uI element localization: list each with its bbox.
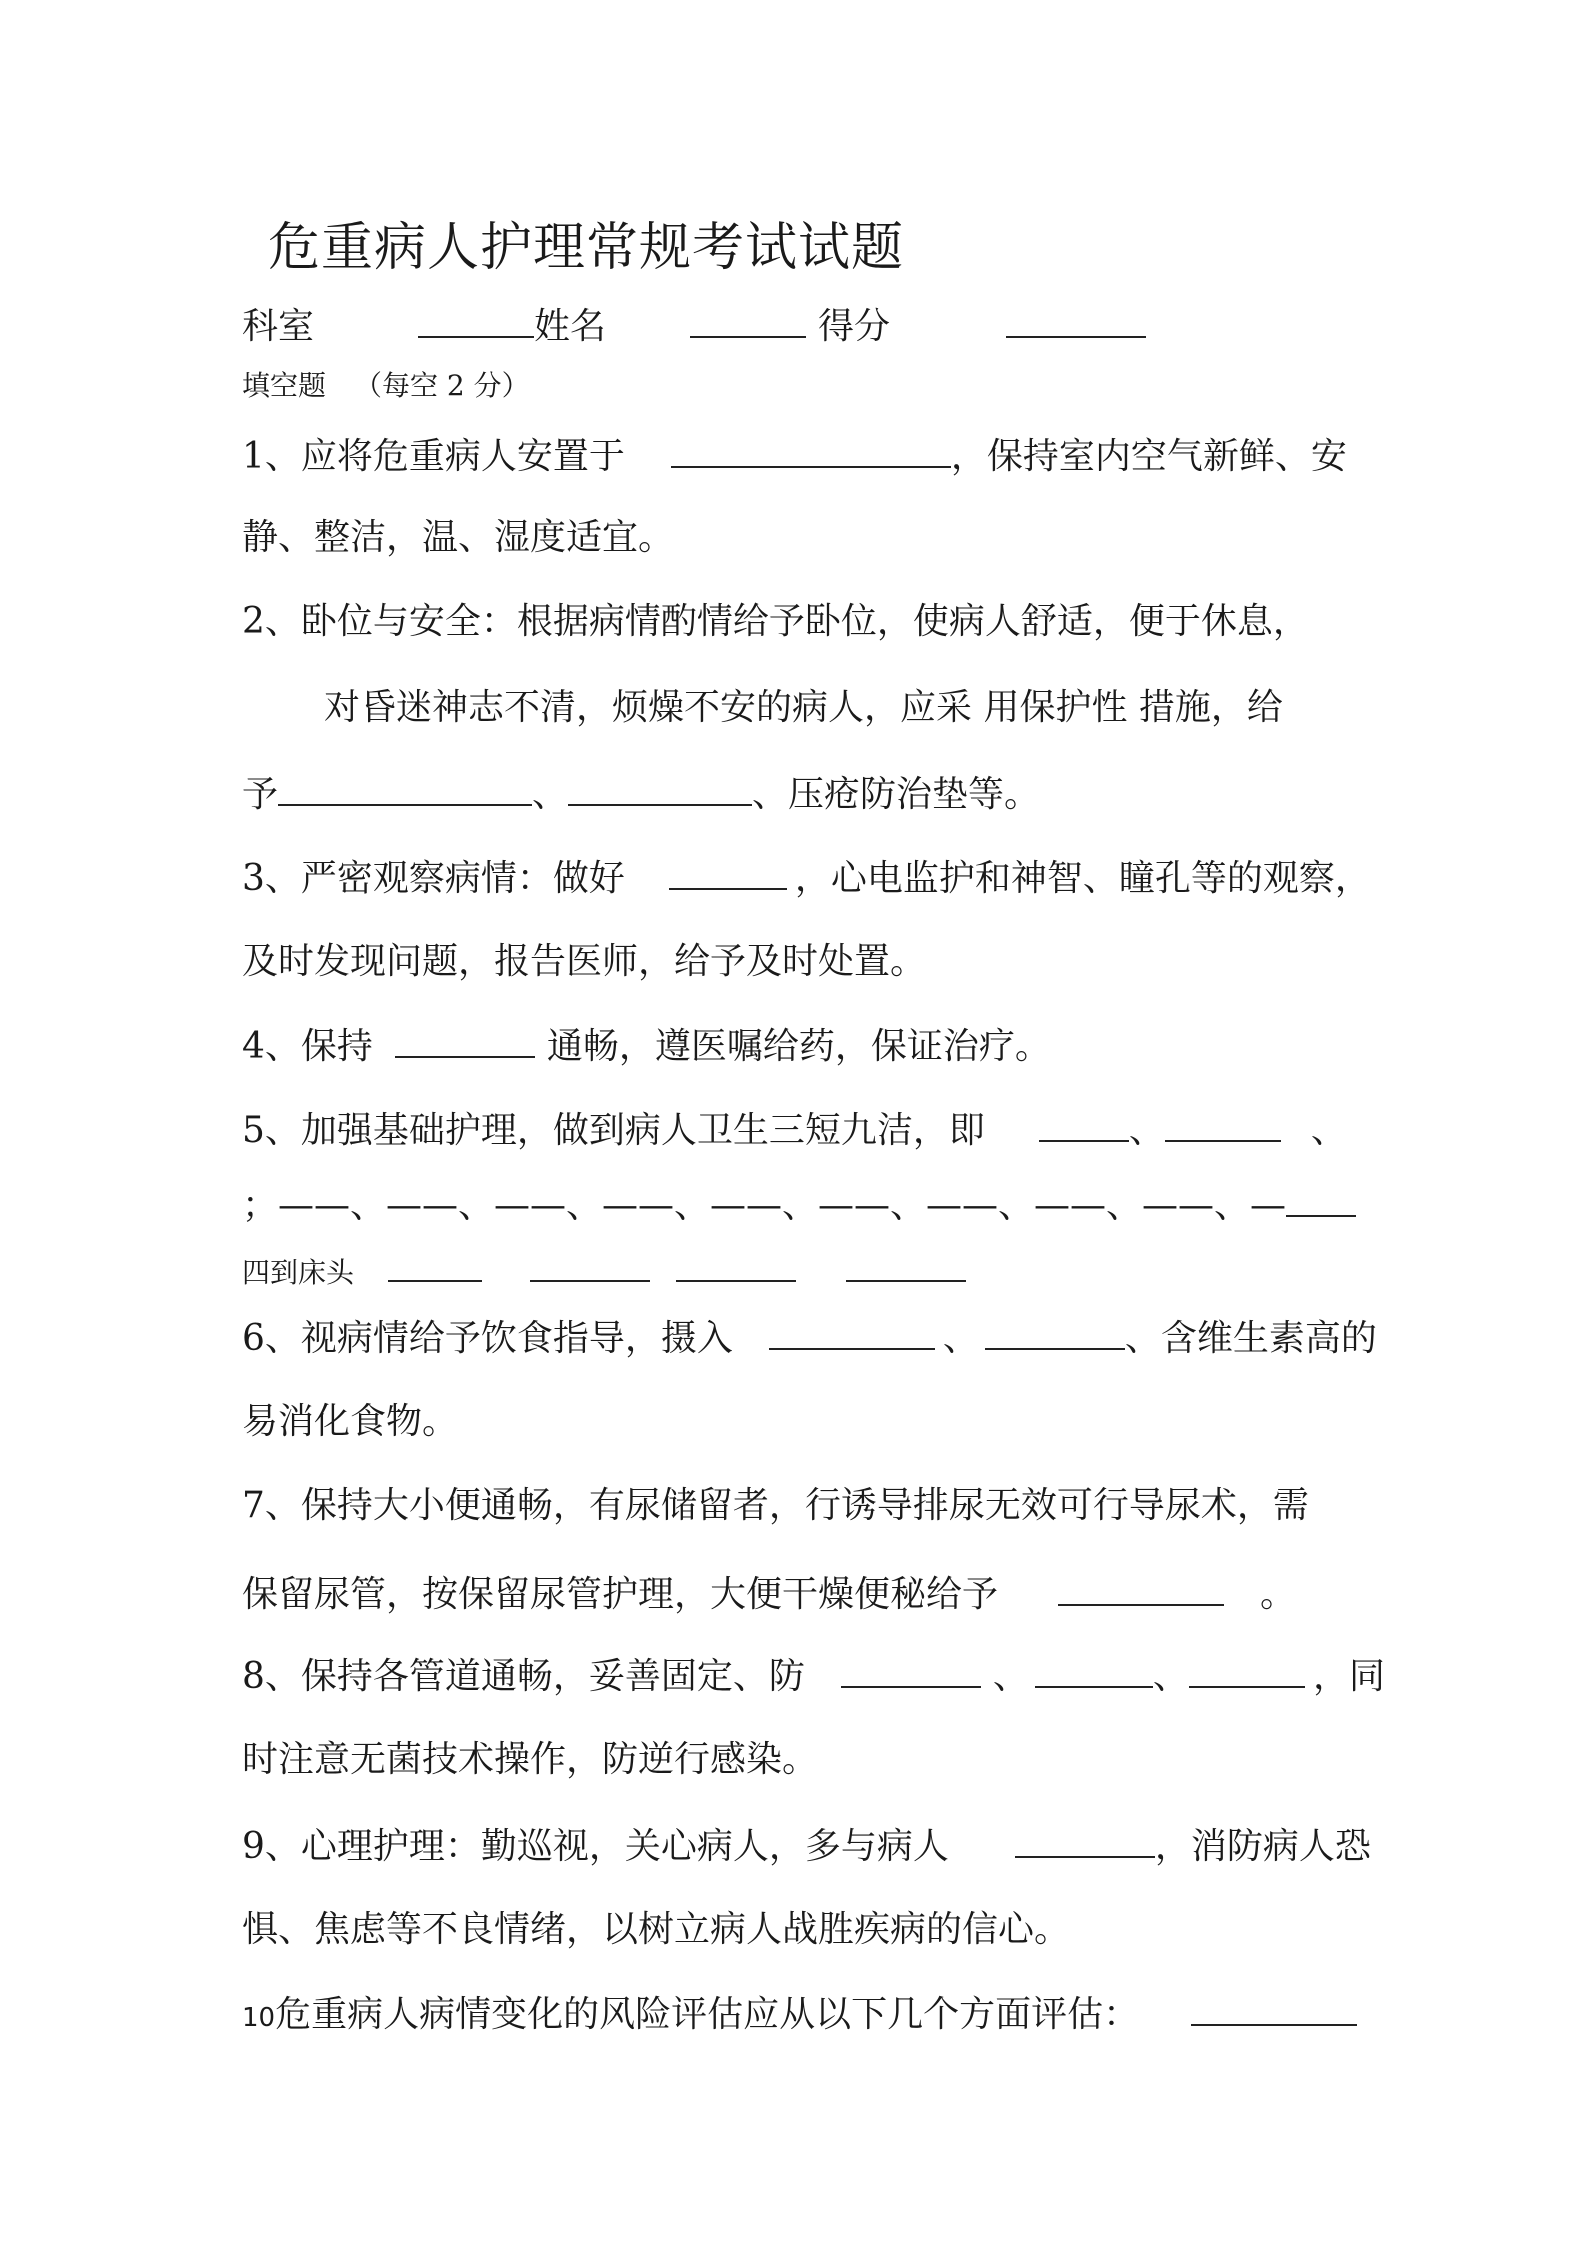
question-10 — [242, 1994, 1357, 2033]
question-7-line-1: 7、保持大小便通畅，有尿储留者，行诱导排尿无效可行导尿术，需 — [242, 1485, 1309, 1526]
question-6-line-2: 易消化食物。 — [242, 1401, 459, 1442]
question-6-line-1 — [242, 1318, 1377, 1357]
q2-blank-1[interactable] — [278, 774, 532, 806]
question-9-line-2: 惧、焦虑等不良情绪，以树立病人战胜疾病的信心。 — [242, 1909, 1071, 1950]
q3-blank[interactable] — [669, 858, 787, 890]
question-text: ，保持室内空气新鲜、安 — [950, 436, 1347, 477]
question-2-line-1: 2、卧位与安全：根据病情酌情给予卧位，使病人舒适，便于休息， — [242, 601, 1309, 642]
question-text: 通畅，遵医嘱给药，保证治疗。 — [546, 1026, 1051, 1067]
q5-bed-blank-2[interactable] — [530, 1256, 650, 1282]
dept-blank[interactable] — [418, 306, 534, 338]
question-number: 10 — [242, 2003, 276, 2033]
separator: 、 — [1152, 1656, 1189, 1697]
question-2-line-3 — [242, 774, 1040, 813]
q2-blank-2[interactable] — [568, 774, 752, 806]
question-text: 5、加强基础护理，做到病人卫生三短九洁，即 — [242, 1110, 985, 1151]
score-label: 得分 — [818, 306, 891, 347]
q6-blank-2[interactable] — [985, 1318, 1125, 1350]
question-text: 1、应将危重病人安置于 — [242, 436, 625, 477]
separator: 、 — [1310, 1110, 1347, 1151]
separator: 、 — [1128, 1110, 1165, 1151]
question-text: 。 — [1260, 1574, 1297, 1615]
question-text: 、含维生素高的 — [1124, 1318, 1377, 1359]
section-header — [242, 369, 530, 402]
question-3-line-2: 及时发现问题，报告医师，给予及时处置。 — [242, 941, 927, 982]
q5-blank-2[interactable] — [1165, 1110, 1281, 1142]
dept-label: 科室 — [242, 306, 315, 347]
question-4 — [242, 1026, 1051, 1065]
question-3-line-1 — [242, 858, 1371, 897]
q5-bed-blank-4[interactable] — [846, 1256, 966, 1282]
question-text: ，同 — [1312, 1656, 1385, 1697]
q8-blank-3[interactable] — [1189, 1656, 1305, 1688]
q7-blank[interactable] — [1058, 1574, 1224, 1606]
name-blank[interactable] — [690, 306, 806, 338]
q1-blank[interactable] — [671, 436, 951, 468]
header-row — [242, 306, 1146, 345]
question-text: 8、保持各管道通畅，妥善固定、防 — [242, 1656, 805, 1697]
question-1-line-1 — [242, 436, 1347, 475]
separator: 、 — [532, 774, 569, 815]
separator: 、 — [942, 1318, 979, 1359]
q5-blank-1[interactable] — [1039, 1110, 1129, 1142]
question-2-line-2: 对昏迷神志不清，烦燥不安的病人，应采 用保护性 措施，给 — [324, 687, 1283, 728]
section-note: （每空 2 分） — [354, 369, 530, 402]
q5-blank-tail[interactable] — [1286, 1193, 1356, 1217]
separator: 、 — [992, 1656, 1029, 1697]
question-text: 3、严密观察病情：做好 — [242, 858, 625, 899]
question-5-line-3 — [242, 1256, 966, 1287]
question-text: ，消防病人恐 — [1154, 1826, 1371, 1867]
question-text: 予 — [242, 774, 279, 815]
question-7-line-2 — [242, 1574, 1296, 1613]
question-text: 四到床头 — [242, 1256, 355, 1289]
score-blank[interactable] — [1006, 306, 1146, 338]
q8-blank-1[interactable] — [841, 1656, 981, 1688]
section-label: 填空题 — [242, 369, 327, 402]
q5-bed-blank-1[interactable] — [388, 1256, 482, 1282]
q5-bed-blank-3[interactable] — [676, 1256, 796, 1282]
page-title: 危重病人护理常规考试试题 — [268, 218, 905, 278]
question-1-line-2: 静、整洁，温、湿度适宜。 — [242, 517, 675, 558]
question-9-line-1 — [242, 1826, 1371, 1865]
question-text: ，心电监护和神智、瞳孔等的观察， — [794, 858, 1371, 899]
question-text: 保留尿管，按保留尿管护理，大便干燥便秘给予 — [242, 1574, 999, 1615]
question-5-line-2 — [242, 1185, 1356, 1226]
q10-blank[interactable] — [1191, 1994, 1357, 2026]
question-8-line-2: 时注意无菌技术操作，防逆行感染。 — [242, 1739, 819, 1780]
q8-blank-2[interactable] — [1035, 1656, 1153, 1688]
q9-blank[interactable] — [1015, 1826, 1155, 1858]
name-label: 姓名 — [534, 306, 607, 347]
question-text: 、压疮防治垫等。 — [752, 774, 1041, 815]
q5-dash-blanks[interactable]: ；——、——、——、——、——、——、——、——、——、— — [242, 1185, 1286, 1226]
question-text: 4、保持 — [242, 1026, 373, 1067]
q6-blank-1[interactable] — [769, 1318, 935, 1350]
question-text: 9、心理护理：勤巡视，关心病人，多与病人 — [242, 1826, 949, 1867]
question-5-line-1 — [242, 1110, 1347, 1149]
question-8-line-1 — [242, 1656, 1385, 1695]
question-text: 6、视病情给予饮食指导，摄入 — [242, 1318, 733, 1359]
q4-blank[interactable] — [395, 1026, 535, 1058]
question-text: 危重病人病情变化的风险评估应从以下几个方面评估： — [275, 1994, 1140, 2035]
